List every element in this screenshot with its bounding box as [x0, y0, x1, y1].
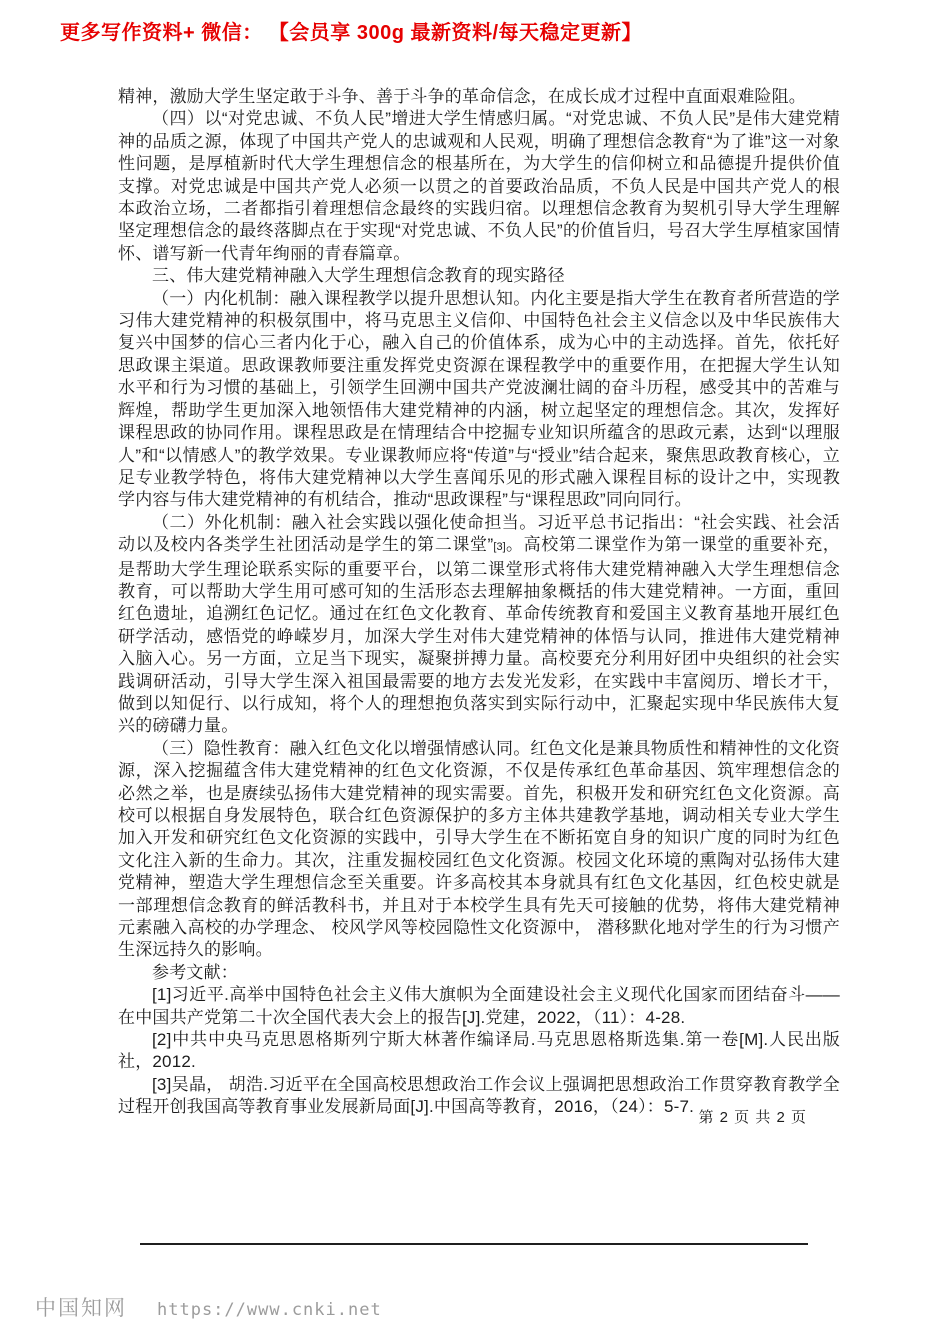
paragraph-text: [3]吴晶， 胡浩.习近平在全国高校思想政治工作会议上强调把思想政治工作贯穿教育教学全过程开创我国高等教育事业发展新局面[J].中国高等教育，2016，（24）：5-7. — [118, 1074, 840, 1117]
paragraph-text: 三、伟大建党精神融入大学生理想信念教育的现实路径 — [152, 266, 565, 286]
cnki-site-name: 中国知网 — [35, 1296, 127, 1320]
paragraph — [118, 86, 840, 108]
footer-divider-line — [140, 1243, 808, 1245]
cnki-watermark — [35, 1292, 382, 1322]
paragraph-text: 。高校第二课堂作为第一课堂的重要补充，是帮助大学生理论联系实际的重要平台，以第二课堂形式将伟大建党精神融入大学生理想信念教育，可以帮助大学生用可感可知的生活形态去理解抽象概括的伟大建党精神。一方面，重回红色遗址，追溯红色记忆。通过在红色文化教育、革命传统教育和爱国主义教育基地开展红色研学活动，感悟党的峥嵘岁月，加深大学生对伟大建党精神的体悟与认同，推进伟大建党精神入脑入心。另一方面，立足当下现实，凝聚拼搏力量。高校要充分利用好团中央组织的社会实践调研活动，引导大学生深入祖国最需要的地方去发光发彩，在实践中丰富阅历、增长才干，做到以知促行、以行成知，将个人的理想抱负落实到实际行动中，汇聚起实现中华民族伟大复兴的磅礴力量。 — [118, 535, 840, 736]
paragraph — [118, 738, 840, 962]
page-indicator: 第 2 页 共 2 页 — [698, 1109, 807, 1126]
cnki-url: https://www.cnki.net — [157, 1300, 382, 1320]
paragraph — [118, 288, 840, 512]
paragraph-text: （四）以“对党忠诚、不负人民”增进大学生情感归属。“对党忠诚、不负人民”是伟大建党精神的品质之源，体现了中国共产党人的忠诚观和人民观，明确了理想信念教育“为了谁”这一对象性问题，是厚植新时代大学生理想信念的根基所在，为大学生的信仰树立和品德提升提供价值支撑。对党忠诚是中国共产党人必须一以贯之的首要政治品质，不负人民是中国共产党人的根本政治立场，二者都指引着理想信念最终的实践归宿。以理想信念教育为契机引导大学生理解坚定理想信念的最终落脚点在于实现“对党忠诚、不负人民”的价值旨归，号召大学生厚植家国情怀、谱写新一代青年绚丽的青春篇章。 — [118, 109, 840, 263]
paragraph — [118, 108, 840, 265]
paragraph — [118, 265, 840, 287]
document-body — [118, 86, 840, 1119]
paragraph-text: [1]习近平.高举中国特色社会主义伟大旗帜为全面建设社会主义现代化国家而团结奋斗——在中国共产党第二十次全国代表大会上的报告[J].党建，2022，（11）：4-28. — [118, 985, 840, 1027]
paragraph — [118, 962, 840, 984]
paragraph-text: （二）外化机制：融入社会实践以强化使命担当。习近平总书记指出：“社会实践、社会活动以及校内各类学生社团活动是学生的第二课堂” — [118, 512, 840, 555]
paragraph-text: 精神，激励大学生坚定敢于斗争、善于斗争的革命信念，在成长成才过程中直面艰难险阻。 — [118, 87, 806, 106]
paragraph-text: [2]中共中央马克思恩格斯列宁斯大林著作编译局.马克思恩格斯选集.第一卷[M].人民出版社，2012. — [118, 1030, 840, 1072]
paragraph-text: （三）隐性教育：融入红色文化以增强情感认同。红色文化是兼具物质性和精神性的文化资源，深入挖掘蕴含伟大建党精神的红色文化资源，不仅是传承红色革命基因、筑牢理想信念的必然之举，也是赓续弘扬伟大建党精神的现实需要。首先，积极开发和研究红色文化资源。高校可以根据自身发展特色，联合红色资源保护的多方主体共建教学基地，调动相关专业大学生加入开发和研究红色文化资源的实践中，引导大学生在不断拓宽自身的知识广度的同时为红色文化注入新的生命力。其次，注重发掘校园红色文化资源。校园文化环境的熏陶对弘扬伟大建党精神，塑造大学生理想信念至关重要。许多高校其本身就具有红色文化基因，红色校史就是一部理想信念教育的鲜活教科书，并且对于本校学生具有先天可接触的优势，将伟大建党精神元素融入高校的办学理念、 校风学风等校园隐性文化资源中， 潜移默化地对学生的行为习惯产生深远持久的影响。 — [118, 738, 840, 960]
paragraph — [118, 984, 840, 1029]
promo-banner-text: 更多写作资料+ 微信： 【会员享 300g 最新资料/每天稳定更新】 — [60, 22, 643, 44]
citation-marker: [3] — [493, 541, 506, 554]
paragraph-text: 参考文献： — [152, 962, 238, 982]
paragraph-text: （一）内化机制：融入课程教学以提升思想认知。内化主要是指大学生在教育者所营造的学习伟大建党精神的积极氛围中，将马克思主义信仰、中国特色社会主义信念以及中华民族伟大复兴中国梦的信心三者内化于心，融入自己的价值体系，成为心中的主动选择。首先，依托好思政课主渠道。思政课教师要注重发挥党史资源在课程教学中的重要作用，在把握大学生认知水平和行为习惯的基础上，引领学生回溯中国共产党波澜壮阔的奋斗历程，感受其中的苦难与辉煌，帮助学生更加深入地领悟伟大建党精神的内涵，树立起坚定的理想信念。其次，发挥好课程思政的协同作用。课程思政是在情理结合中挖掘专业知识所蕴含的思政元素，达到“以理服人”和“以情感人”的教学效果。专业课教师应将“传道”与“授业”结合起来，聚焦思政教育核心，立足专业教学特色，将伟大建党精神以大学生喜闻乐见的形式融入课程目标的设计之中，实现教学内容与伟大建党精神的有机结合，推动“思政课程”与“课程思政”同向同行。 — [118, 288, 840, 510]
paragraph — [118, 512, 840, 738]
paragraph — [118, 1029, 840, 1074]
